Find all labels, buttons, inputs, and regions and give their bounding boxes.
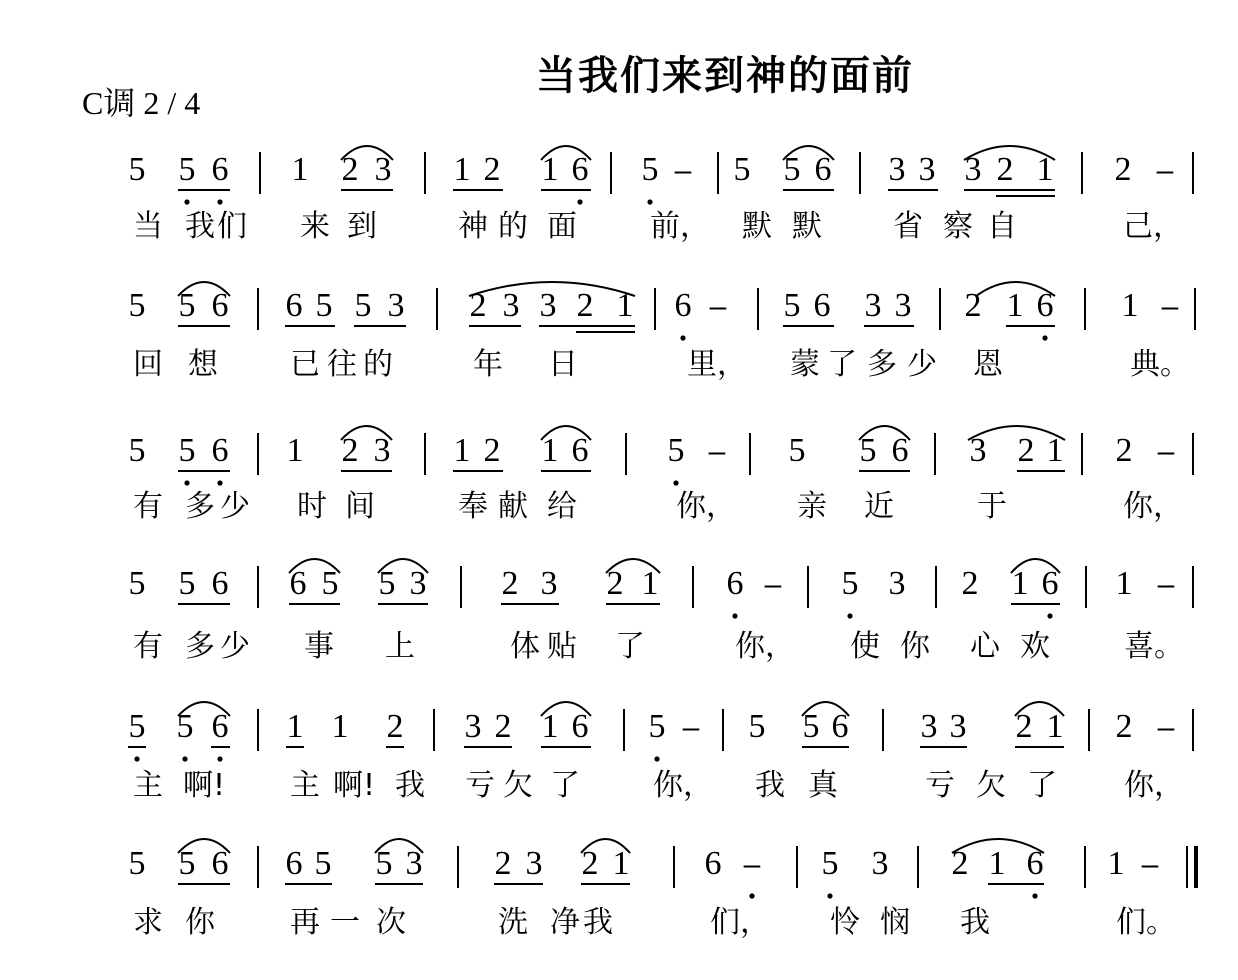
hold-dash: –: [1156, 154, 1174, 187]
octave-dot: [184, 480, 189, 485]
note: 2: [606, 565, 624, 602]
octave-dot: [1032, 893, 1037, 898]
note: 3: [894, 287, 912, 324]
note: 2: [483, 432, 501, 469]
note: 5: [821, 845, 839, 882]
note: 6: [1026, 845, 1044, 882]
note: 3: [464, 708, 482, 745]
note: 6: [211, 845, 229, 882]
note: 1: [616, 287, 634, 324]
note: 6: [285, 287, 303, 324]
lyric-char: 恩: [973, 347, 1003, 382]
note: 3: [864, 287, 882, 324]
lyric-char: 默: [742, 209, 772, 244]
note: 1: [291, 151, 309, 188]
lyric-char: 啊!: [183, 768, 226, 803]
note: 3: [888, 565, 906, 602]
note: 6: [831, 708, 849, 745]
lyric-char: 亏: [925, 768, 955, 803]
lyric-char: 事: [304, 629, 334, 664]
note: 2: [469, 287, 487, 324]
lyric-char: 典。: [1130, 347, 1190, 382]
note: 6: [704, 845, 722, 882]
note: 6: [211, 708, 229, 745]
note: 3: [918, 151, 936, 188]
note: 2: [1017, 432, 1035, 469]
lyric-char: 了: [1027, 768, 1057, 803]
lyric-char: 已: [290, 347, 320, 382]
lyric-char: 有: [133, 629, 163, 664]
note: 5: [783, 287, 801, 324]
note: 2: [996, 151, 1014, 188]
octave-dot: [184, 199, 189, 204]
lyric-char: 间: [345, 489, 375, 524]
lyric-char: 到: [347, 209, 377, 244]
note: 5: [748, 708, 766, 745]
hold-dash: –: [1157, 435, 1175, 468]
note: 5: [178, 151, 196, 188]
note: 1: [453, 151, 471, 188]
note: 2: [1115, 432, 1133, 469]
lyric-char: 了: [827, 347, 857, 382]
hold-dash: –: [1141, 848, 1159, 881]
note: 3: [920, 708, 938, 745]
note: 6: [211, 432, 229, 469]
note: 6: [211, 565, 229, 602]
note: 5: [128, 287, 146, 324]
lyric-char: 你，: [653, 768, 713, 803]
lyric-char: 啊!: [333, 768, 376, 803]
note: 1: [286, 708, 304, 745]
lyric-char: 日: [548, 347, 578, 382]
lyric-char: 我: [395, 768, 425, 803]
lyric-char: 蒙: [790, 347, 820, 382]
lyric-char: 你: [185, 905, 215, 940]
note: 5: [314, 845, 332, 882]
note: 6: [211, 287, 229, 324]
lyric-char: 奉: [458, 489, 488, 524]
octave-dot: [654, 756, 659, 761]
lyric-char: 喜。: [1124, 629, 1184, 664]
note: 3: [539, 287, 557, 324]
octave-dot: [1042, 335, 1047, 340]
note: 5: [128, 565, 146, 602]
lyric-char: 我: [755, 768, 785, 803]
note: 5: [378, 565, 396, 602]
lyric-char: 次: [376, 905, 406, 940]
lyric-char: 你，: [676, 489, 736, 524]
lyric-char: 面: [547, 209, 577, 244]
note: 3: [888, 151, 906, 188]
octave-dot: [217, 199, 222, 204]
lyric-char: 了: [550, 768, 580, 803]
note: 1: [331, 708, 349, 745]
lyric-char: 欠: [976, 768, 1006, 803]
lyric-char: 想: [188, 347, 218, 382]
note: 6: [571, 151, 589, 188]
lyric-char: 近: [864, 489, 894, 524]
key-and-meter: C调 2 / 4: [82, 85, 201, 121]
note: 6: [1041, 565, 1059, 602]
lyric-char: 亲: [797, 489, 827, 524]
hold-dash: –: [709, 290, 727, 323]
note: 6: [211, 151, 229, 188]
note: 5: [128, 708, 146, 745]
hold-dash: –: [1161, 290, 1179, 323]
note: 5: [178, 432, 196, 469]
lyric-char: 神: [458, 209, 488, 244]
note: 2: [964, 287, 982, 324]
lyric-char: 于: [977, 489, 1007, 524]
note: 6: [289, 565, 307, 602]
lyric-char: 主: [290, 768, 320, 803]
lyric-char: 给: [547, 489, 577, 524]
note: 5: [859, 432, 877, 469]
note: 5: [733, 151, 751, 188]
lyric-char: 多: [867, 347, 897, 382]
lyric-char: 悯: [880, 905, 910, 940]
hold-dash: –: [674, 154, 692, 187]
note: 6: [891, 432, 909, 469]
note: 1: [612, 845, 630, 882]
note: 3: [405, 845, 423, 882]
note: 5: [375, 845, 393, 882]
lyric-char: 有: [133, 489, 163, 524]
lyric-char: 自: [987, 209, 1017, 244]
note: 1: [541, 432, 559, 469]
octave-dot: [847, 613, 852, 618]
note: 3: [387, 287, 405, 324]
lyric-char: 年: [473, 347, 503, 382]
note: 3: [525, 845, 543, 882]
octave-dot: [680, 335, 685, 340]
lyric-char: 洗: [498, 905, 528, 940]
note: 5: [841, 565, 859, 602]
note: 2: [501, 565, 519, 602]
note: 3: [969, 432, 987, 469]
note: 6: [571, 432, 589, 469]
octave-dot: [134, 756, 139, 761]
octave-dot: [217, 480, 222, 485]
note: 1: [1036, 151, 1054, 188]
note: 2: [341, 432, 359, 469]
note: 6: [1036, 287, 1054, 324]
note: 2: [576, 287, 594, 324]
lyric-char: 多: [185, 489, 215, 524]
note: 3: [374, 151, 392, 188]
lyric-char: 多: [185, 629, 215, 664]
octave-dot: [732, 613, 737, 618]
lyric-char: 察: [943, 209, 973, 244]
note: 6: [285, 845, 303, 882]
note: 3: [502, 287, 520, 324]
lyric-char: 亏: [465, 768, 495, 803]
lyric-char: 体: [510, 629, 540, 664]
note: 2: [961, 565, 979, 602]
note: 5: [354, 287, 372, 324]
note: 6: [571, 708, 589, 745]
lyric-char: 了: [615, 629, 645, 664]
note: 2: [386, 708, 404, 745]
note: 2: [1015, 708, 1033, 745]
note: 2: [341, 151, 359, 188]
note: 2: [1114, 151, 1132, 188]
lyric-char: 们: [217, 209, 247, 244]
lyric-char: 们。: [1116, 905, 1176, 940]
lyric-char: 你: [900, 629, 930, 664]
hold-dash: –: [743, 848, 761, 881]
octave-dot: [827, 893, 832, 898]
lyric-char: 少: [220, 629, 250, 664]
lyric-char: 里，: [687, 347, 747, 382]
octave-dot: [673, 480, 678, 485]
note: 3: [871, 845, 889, 882]
note: 5: [667, 432, 685, 469]
note: 1: [1107, 845, 1125, 882]
note: 5: [128, 845, 146, 882]
note: 5: [648, 708, 666, 745]
note: 5: [641, 151, 659, 188]
note: 2: [494, 708, 512, 745]
note: 5: [128, 151, 146, 188]
note: 1: [453, 432, 471, 469]
note: 6: [814, 151, 832, 188]
octave-dot: [217, 756, 222, 761]
lyric-char: 欢: [1020, 629, 1050, 664]
note: 1: [1121, 287, 1139, 324]
hold-dash: –: [1157, 711, 1175, 744]
lyric-char: 我: [185, 209, 215, 244]
lyric-char: 来: [300, 209, 330, 244]
hold-dash: –: [1157, 568, 1175, 601]
lyric-char: 你，: [1124, 768, 1184, 803]
lyric-char: 上: [385, 629, 415, 664]
lyric-char: 当: [133, 209, 163, 244]
lyric-char: 你，: [735, 629, 795, 664]
note: 2: [951, 845, 969, 882]
note: 1: [1011, 565, 1029, 602]
note: 6: [674, 287, 692, 324]
note: 1: [1115, 565, 1133, 602]
lyric-char: 回: [133, 347, 163, 382]
note: 5: [802, 708, 820, 745]
lyric-char: 你，: [1123, 489, 1183, 524]
note: 1: [641, 565, 659, 602]
lyric-char: 使: [850, 629, 880, 664]
octave-dot: [749, 893, 754, 898]
note: 5: [783, 151, 801, 188]
note: 3: [964, 151, 982, 188]
note: 5: [178, 287, 196, 324]
note: 6: [813, 287, 831, 324]
note: 1: [1006, 287, 1024, 324]
lyric-char: 时: [297, 489, 327, 524]
note: 1: [286, 432, 304, 469]
lyric-char: 往: [327, 347, 357, 382]
lyric-char: 少: [220, 489, 250, 524]
note: 2: [1115, 708, 1133, 745]
hold-dash: –: [764, 568, 782, 601]
note: 5: [178, 845, 196, 882]
lyric-char: 己，: [1123, 209, 1183, 244]
lyric-char: 心: [970, 629, 1000, 664]
lyric-char: 真: [808, 768, 838, 803]
lyric-char: 献: [498, 489, 528, 524]
note: 5: [128, 432, 146, 469]
lyric-char: 前，: [650, 209, 710, 244]
lyric-char: 省: [893, 209, 923, 244]
note: 5: [178, 565, 196, 602]
lyric-char: 贴: [547, 629, 577, 664]
note: 2: [494, 845, 512, 882]
note: 5: [321, 565, 339, 602]
note: 2: [483, 151, 501, 188]
note: 3: [409, 565, 427, 602]
lyric-char: 一: [330, 905, 360, 940]
note: 2: [581, 845, 599, 882]
lyric-char: 求: [133, 905, 163, 940]
lyric-char: 欠: [503, 768, 533, 803]
hold-dash: –: [682, 711, 700, 744]
note: 3: [949, 708, 967, 745]
note: 6: [726, 565, 744, 602]
note: 1: [988, 845, 1006, 882]
lyric-char: 我: [960, 905, 990, 940]
lyric-char: 再: [290, 905, 320, 940]
note: 1: [1046, 708, 1064, 745]
octave-dot: [577, 199, 582, 204]
lyric-char: 们，: [710, 905, 770, 940]
lyric-char: 怜: [830, 905, 860, 940]
lyric-char: 的: [498, 209, 528, 244]
note: 1: [1046, 432, 1064, 469]
note: 3: [373, 432, 391, 469]
lyric-char: 少: [907, 347, 937, 382]
lyric-char: 我: [583, 905, 613, 940]
note: 5: [315, 287, 333, 324]
lyric-char: 的: [363, 347, 393, 382]
octave-dot: [647, 199, 652, 204]
lyric-char: 净: [550, 905, 580, 940]
octave-dot: [182, 756, 187, 761]
lyric-char: 默: [792, 209, 822, 244]
note: 3: [540, 565, 558, 602]
octave-dot: [1047, 613, 1052, 618]
song-title: 当我们来到神的面前: [536, 53, 914, 99]
note: 5: [788, 432, 806, 469]
note: 5: [176, 708, 194, 745]
note: 1: [541, 151, 559, 188]
note: 1: [541, 708, 559, 745]
hold-dash: –: [708, 435, 726, 468]
lyric-char: 主: [133, 768, 163, 803]
